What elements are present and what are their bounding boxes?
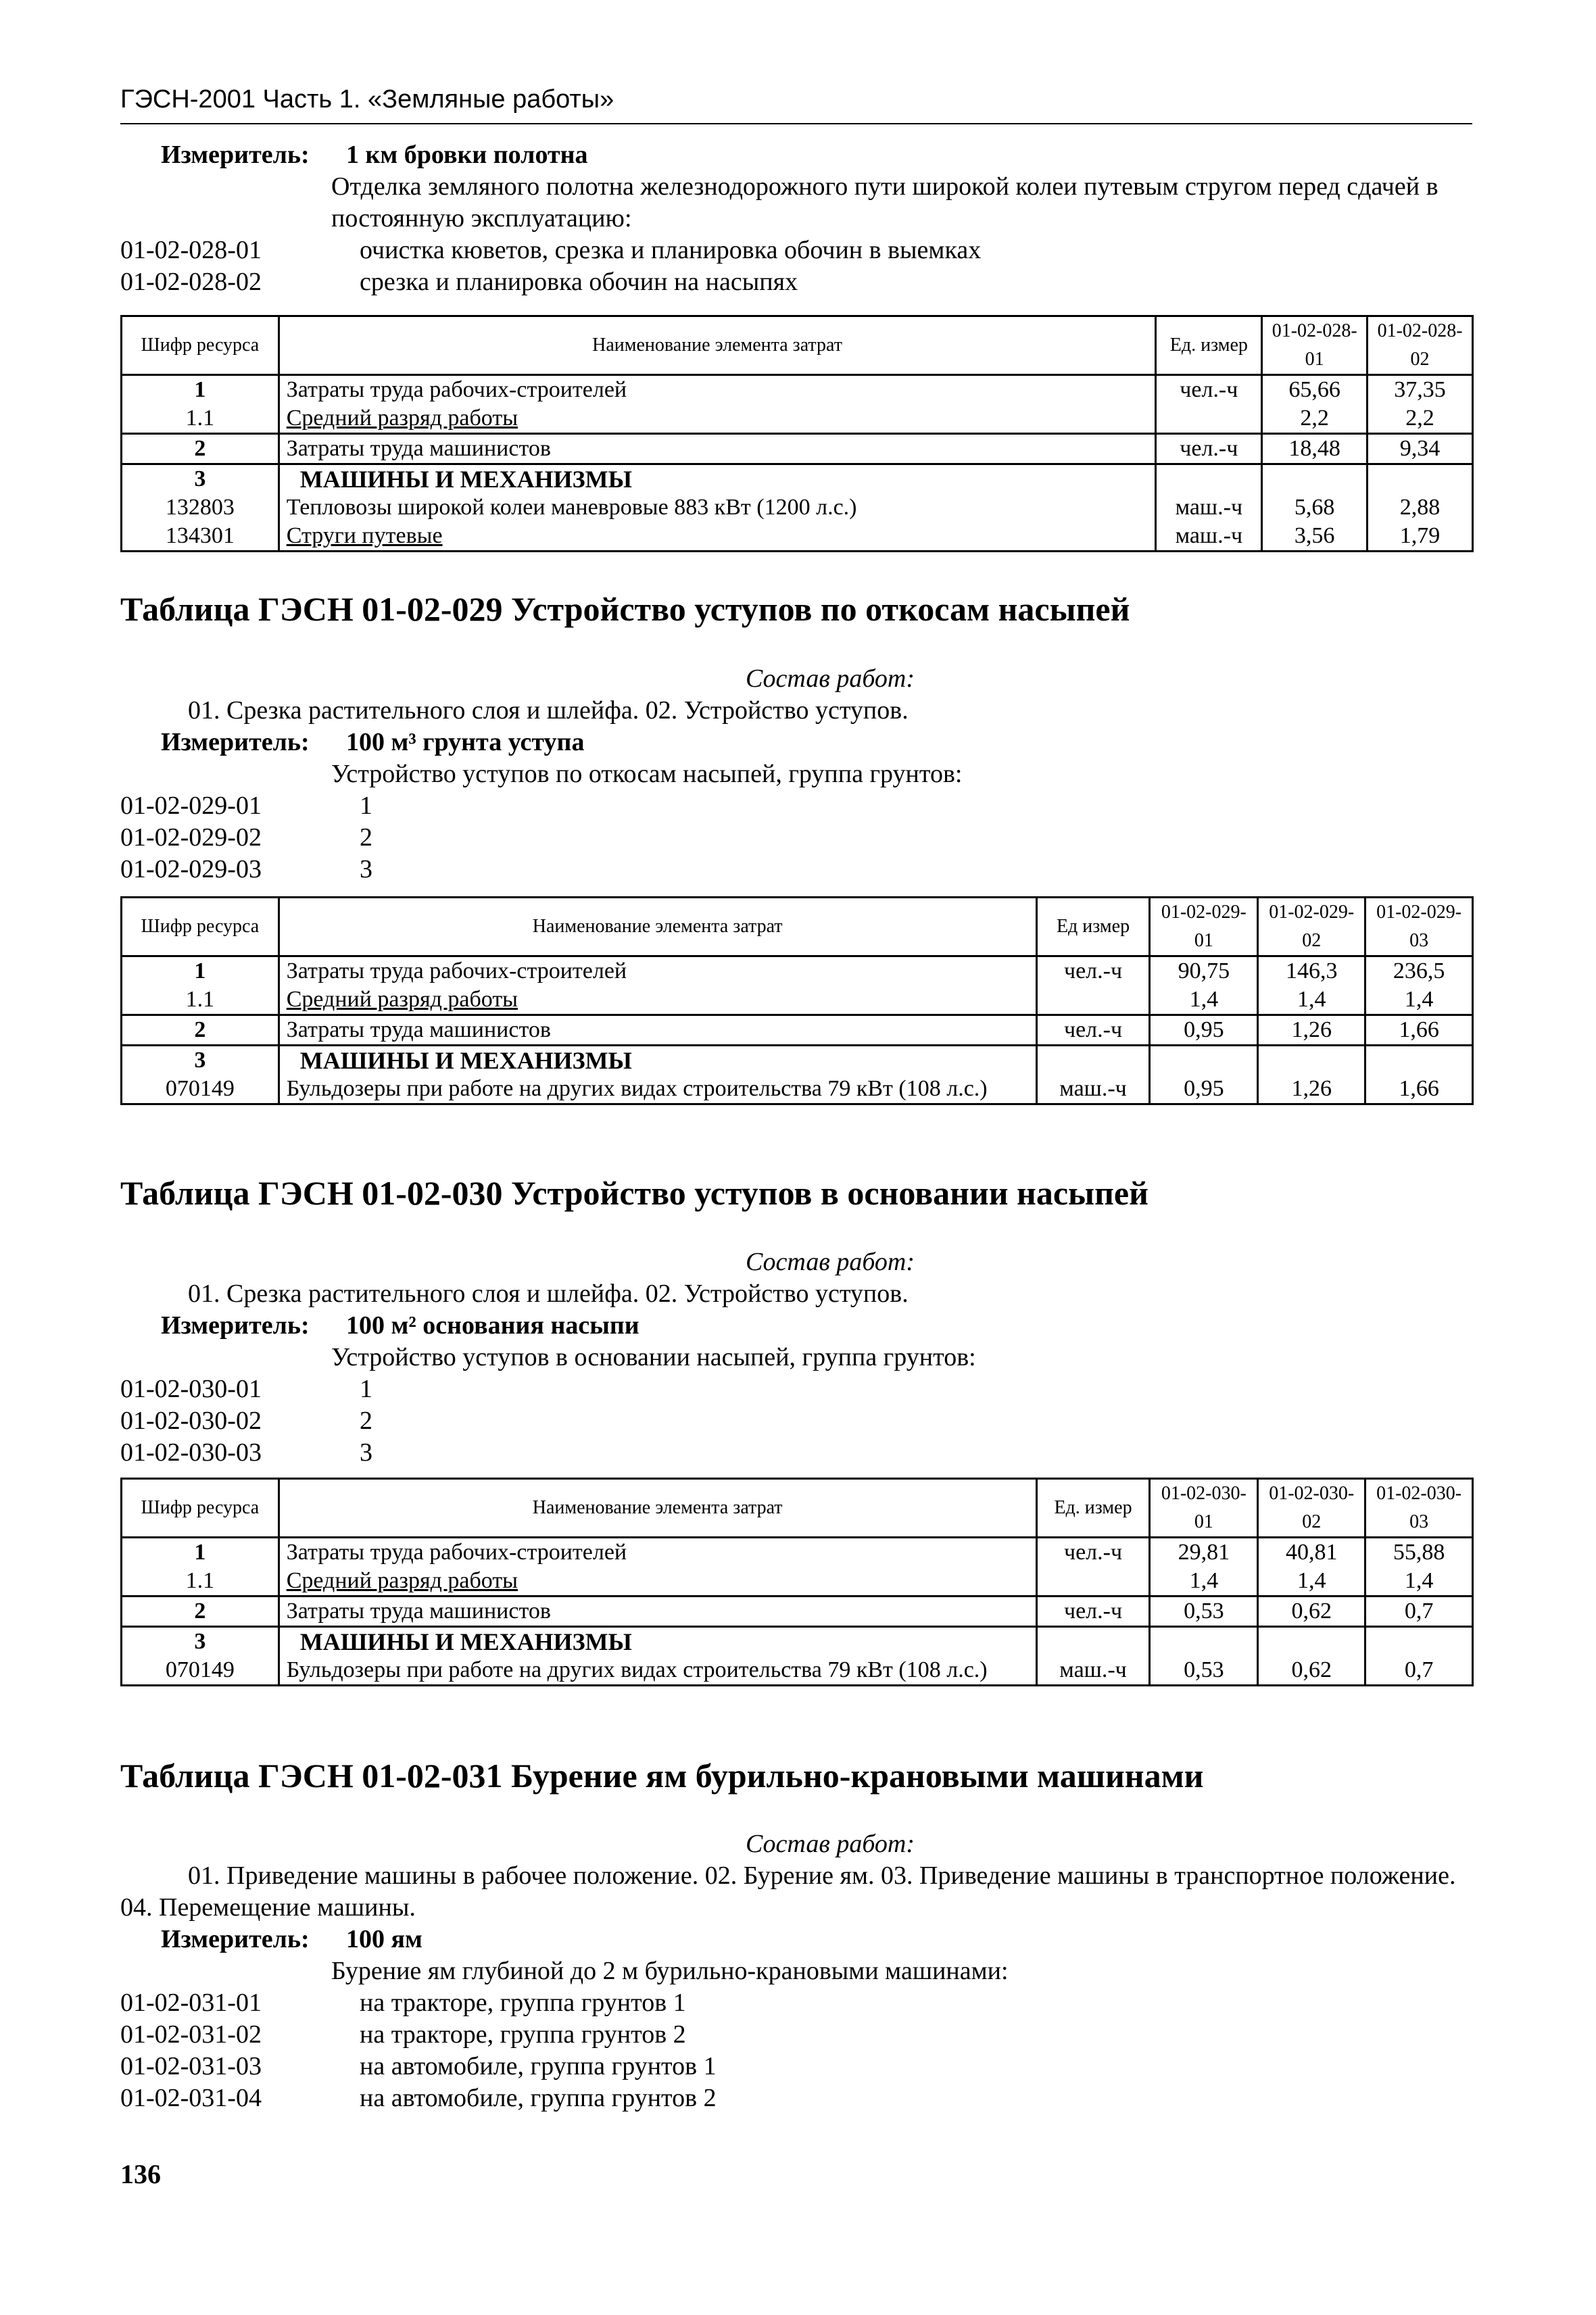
code-text: 1 [360, 1375, 372, 1403]
table-row [122, 1567, 1473, 1597]
cell: 1,4 [1365, 985, 1473, 1015]
cell: 18,48 [1262, 434, 1368, 464]
code: 01-02-031-02 [120, 2020, 262, 2049]
code-text: 3 [360, 1438, 372, 1467]
cell: 1,26 [1258, 1075, 1365, 1104]
measure-value: 100 м³ грунта уступа [346, 728, 585, 756]
cell: чел.-ч [1036, 1538, 1150, 1567]
code-line [120, 1405, 1472, 1437]
table-row [122, 434, 1473, 464]
cell: 1.1 [122, 1567, 279, 1597]
table-row [122, 1046, 1473, 1075]
table-row [122, 493, 1473, 522]
code: 01-02-029-01 [120, 791, 262, 820]
t029-measure [120, 727, 1472, 758]
code: 01-02-029-02 [120, 823, 262, 852]
cell [1036, 1627, 1150, 1657]
measure-label: Измеритель: [161, 141, 310, 169]
cell: 146,3 [1258, 956, 1365, 986]
col-header: Шифр ресурса [122, 898, 279, 956]
cell [1156, 464, 1262, 494]
code: 01-02-028-02 [120, 268, 262, 296]
code: 01-02-031-01 [120, 1989, 262, 2017]
cell [1150, 1046, 1258, 1075]
t030-resource-table [120, 1478, 1474, 1686]
cell: 1 [122, 375, 279, 405]
code-text: 3 [360, 855, 372, 883]
cell [1036, 985, 1150, 1015]
cell: 0,62 [1258, 1656, 1365, 1686]
table-row [122, 956, 1473, 986]
table-row [122, 985, 1473, 1015]
cell: 070149 [122, 1656, 279, 1686]
measure-label: Измеритель: [161, 728, 310, 756]
code-text: на автомобиле, группа грунтов 1 [360, 2052, 717, 2080]
code: 01-02-031-04 [120, 2084, 262, 2112]
cell: маш.-ч [1156, 522, 1262, 552]
code-line [120, 266, 1472, 298]
code-text: на автомобиле, группа грунтов 2 [360, 2084, 717, 2112]
cell: 1,66 [1365, 1015, 1473, 1046]
cell: 3 [122, 1627, 279, 1657]
section-title: Таблица ГЭСН 01-02-029 Устройство уступов по откосам насыпей [120, 590, 1130, 628]
cell: Бульдозеры при работе на других видах строительства 79 кВт (108 л.с.) [279, 1656, 1036, 1686]
cell: Затраты труда рабочих-строителей [279, 1538, 1036, 1567]
table-row [122, 1656, 1473, 1686]
header-rule [120, 123, 1472, 124]
t028-description: Отделка земляного полотна железнодорожного пути широкой колеи путевым стругом перед сдачей в постоянную эксплуатацию: [331, 172, 1438, 233]
running-header: ГЭСН-2001 Часть 1. «Земляные работы» [120, 85, 614, 114]
table-row [122, 404, 1473, 434]
col-header: 01-02-030-01 [1150, 1479, 1258, 1538]
t031-measure [120, 1924, 1472, 1955]
t030-intro [120, 1246, 1472, 1469]
section-title: Таблица ГЭСН 01-02-030 Устройство уступов в основании насыпей [120, 1174, 1148, 1212]
measure-label: Измеритель: [161, 1311, 310, 1340]
cell: 5,68 [1262, 493, 1368, 522]
col-header: Ед измер [1036, 898, 1150, 956]
code: 01-02-031-03 [120, 2052, 262, 2080]
t028-measure [120, 139, 1472, 171]
code: 01-02-030-01 [120, 1375, 262, 1403]
code-text: 1 [360, 791, 372, 820]
t029-intro [120, 663, 1472, 885]
table-row [122, 1627, 1473, 1657]
work-composition-heading: Состав работ: [745, 1830, 915, 1858]
table-row [122, 464, 1473, 494]
cell [1036, 1567, 1150, 1597]
table-row [122, 1597, 1473, 1627]
cell: 1,4 [1258, 985, 1365, 1015]
code: 01-02-030-02 [120, 1407, 262, 1435]
col-header: 01-02-028-02 [1368, 316, 1473, 375]
cell: 236,5 [1365, 956, 1473, 986]
cell: 1,4 [1150, 985, 1258, 1015]
cell: МАШИНЫ И МЕХАНИЗМЫ [279, 1046, 1036, 1075]
col-header: Ед. измер [1156, 316, 1262, 375]
code-line [120, 2082, 1472, 2114]
cell: 0,95 [1150, 1015, 1258, 1046]
code-line [120, 1987, 1472, 2019]
page-number: 136 [120, 2159, 161, 2189]
cell: 3 [122, 464, 279, 494]
cell: 1.1 [122, 404, 279, 434]
cell: 1,4 [1258, 1567, 1365, 1597]
col-header: Шифр ресурса [122, 316, 279, 375]
cell: 3 [122, 1046, 279, 1075]
cell: 0,7 [1365, 1597, 1473, 1627]
cell: Средний разряд работы [279, 985, 1036, 1015]
cell: Затраты труда рабочих-строителей [279, 375, 1156, 405]
cell: 132803 [122, 493, 279, 522]
col-header: Ед. измер [1036, 1479, 1150, 1538]
code: 01-02-029-03 [120, 855, 262, 883]
work-composition-text: 01. Срезка растительного слоя и шлейфа. 02. Устройство уступов. [188, 696, 909, 725]
cell: 0,95 [1150, 1075, 1258, 1104]
code-text: срезка и планировка обочин на насыпях [360, 268, 798, 296]
cell [1365, 1046, 1473, 1075]
cell: 2,2 [1262, 404, 1368, 434]
cell: 37,35 [1368, 375, 1473, 405]
cell: 1 [122, 1538, 279, 1567]
code-line [120, 822, 1472, 854]
cell [1156, 404, 1262, 434]
cell [1365, 1627, 1473, 1657]
cell [1258, 1046, 1365, 1075]
section-title: Таблица ГЭСН 01-02-031 Бурение ям бурильно-крановыми машинами [120, 1757, 1204, 1795]
cell: 070149 [122, 1075, 279, 1104]
cell: 1,66 [1365, 1075, 1473, 1104]
cell: МАШИНЫ И МЕХАНИЗМЫ [279, 1627, 1036, 1657]
cell: МАШИНЫ И МЕХАНИЗМЫ [279, 464, 1156, 494]
cell: чел.-ч [1036, 1597, 1150, 1627]
measure-value: 1 км бровки полотна [346, 141, 588, 169]
cell: 3,56 [1262, 522, 1368, 552]
measure-value: 100 ям [346, 1925, 422, 1953]
cell: 40,81 [1258, 1538, 1365, 1567]
code: 01-02-028-01 [120, 236, 262, 264]
code-text: на тракторе, группа грунтов 2 [360, 2020, 686, 2049]
t029-description: Устройство уступов по откосам насыпей, группа грунтов: [331, 760, 963, 788]
table-row [122, 1538, 1473, 1567]
col-header: 01-02-029-03 [1365, 898, 1473, 956]
table-row [122, 522, 1473, 552]
cell: 134301 [122, 522, 279, 552]
work-composition-heading: Состав работ: [745, 1248, 915, 1276]
cell: 29,81 [1150, 1538, 1258, 1567]
cell: 1 [122, 956, 279, 986]
code-line [120, 1373, 1472, 1405]
cell: 2 [122, 434, 279, 464]
cell: 1,79 [1368, 522, 1473, 552]
cell: 0,53 [1150, 1597, 1258, 1627]
t030-description: Устройство уступов в основании насыпей, группа грунтов: [331, 1343, 976, 1371]
col-header: 01-02-030-02 [1258, 1479, 1365, 1538]
cell: Тепловозы широкой колеи маневровые 883 кВт (1200 л.с.) [279, 493, 1156, 522]
t028-resource-table [120, 315, 1474, 552]
cell: Затраты труда рабочих-строителей [279, 956, 1036, 986]
cell: 9,34 [1368, 434, 1473, 464]
measure-value: 100 м² основания насыпи [346, 1311, 639, 1340]
cell [1368, 464, 1473, 494]
cell: Средний разряд работы [279, 1567, 1036, 1597]
cell: 55,88 [1365, 1538, 1473, 1567]
work-composition-text: 01. Срезка растительного слоя и шлейфа. 02. Устройство уступов. [188, 1280, 909, 1308]
cell: маш.-ч [1036, 1075, 1150, 1104]
table-row [122, 375, 1473, 405]
col-header: Наименование элемента затрат [279, 898, 1036, 956]
code-line [120, 2019, 1472, 2051]
cell [1258, 1627, 1365, 1657]
cell: 65,66 [1262, 375, 1368, 405]
cell: Струги путевые [279, 522, 1156, 552]
code-line [120, 790, 1472, 822]
col-header: 01-02-029-01 [1150, 898, 1258, 956]
table-row [122, 1075, 1473, 1104]
cell: Затраты труда машинистов [279, 1597, 1036, 1627]
t029-resource-table [120, 896, 1474, 1105]
code-line [120, 235, 1472, 266]
col-header: Наименование элемента затрат [279, 316, 1156, 375]
cell: Затраты труда машинистов [279, 434, 1156, 464]
code-text: очистка кюветов, срезка и планировка обочин в выемках [360, 236, 982, 264]
cell: маш.-ч [1156, 493, 1262, 522]
code-text: на тракторе, группа грунтов 1 [360, 1989, 686, 2017]
work-composition-text: 01. Приведение машины в рабочее положение. 02. Бурение ям. 03. Приведение машины в транспортное положение. 04. Перемещение машины. [120, 1861, 1456, 1922]
cell: 2 [122, 1015, 279, 1046]
col-header: 01-02-028-01 [1262, 316, 1368, 375]
cell: чел.-ч [1156, 375, 1262, 405]
t031-intro [120, 1828, 1472, 2114]
cell [1262, 464, 1368, 494]
table-header-row [122, 1479, 1473, 1538]
cell: 1,26 [1258, 1015, 1365, 1046]
code-text: 2 [360, 823, 372, 852]
cell: чел.-ч [1156, 434, 1262, 464]
cell: 0,7 [1365, 1656, 1473, 1686]
cell: 0,53 [1150, 1656, 1258, 1686]
col-header: 01-02-030-03 [1365, 1479, 1473, 1538]
code-line [120, 854, 1472, 885]
measure-label: Измеритель: [161, 1925, 310, 1953]
cell: 0,62 [1258, 1597, 1365, 1627]
cell: 1,4 [1365, 1567, 1473, 1597]
cell: маш.-ч [1036, 1656, 1150, 1686]
col-header: Шифр ресурса [122, 1479, 279, 1538]
work-composition-heading: Состав работ: [745, 664, 915, 693]
table-row [122, 1015, 1473, 1046]
code-line [120, 1437, 1472, 1469]
cell: 2,88 [1368, 493, 1473, 522]
code: 01-02-030-03 [120, 1438, 262, 1467]
cell: чел.-ч [1036, 1015, 1150, 1046]
cell [1036, 1046, 1150, 1075]
t031-description: Бурение ям глубиной до 2 м бурильно-крановыми машинами: [331, 1957, 1009, 1985]
cell: Средний разряд работы [279, 404, 1156, 434]
cell: 1,4 [1150, 1567, 1258, 1597]
cell: 90,75 [1150, 956, 1258, 986]
table-header-row [122, 316, 1473, 375]
cell [1150, 1627, 1258, 1657]
code-text: 2 [360, 1407, 372, 1435]
cell: чел.-ч [1036, 956, 1150, 986]
cell: 2 [122, 1597, 279, 1627]
cell: Затраты труда машинистов [279, 1015, 1036, 1046]
cell: 1.1 [122, 985, 279, 1015]
col-header: Наименование элемента затрат [279, 1479, 1036, 1538]
t030-measure [120, 1310, 1472, 1342]
table-header-row [122, 898, 1473, 956]
code-line [120, 2051, 1472, 2082]
t028-intro [120, 139, 1472, 298]
cell: Бульдозеры при работе на других видах строительства 79 кВт (108 л.с.) [279, 1075, 1036, 1104]
cell: 2,2 [1368, 404, 1473, 434]
col-header: 01-02-029-02 [1258, 898, 1365, 956]
